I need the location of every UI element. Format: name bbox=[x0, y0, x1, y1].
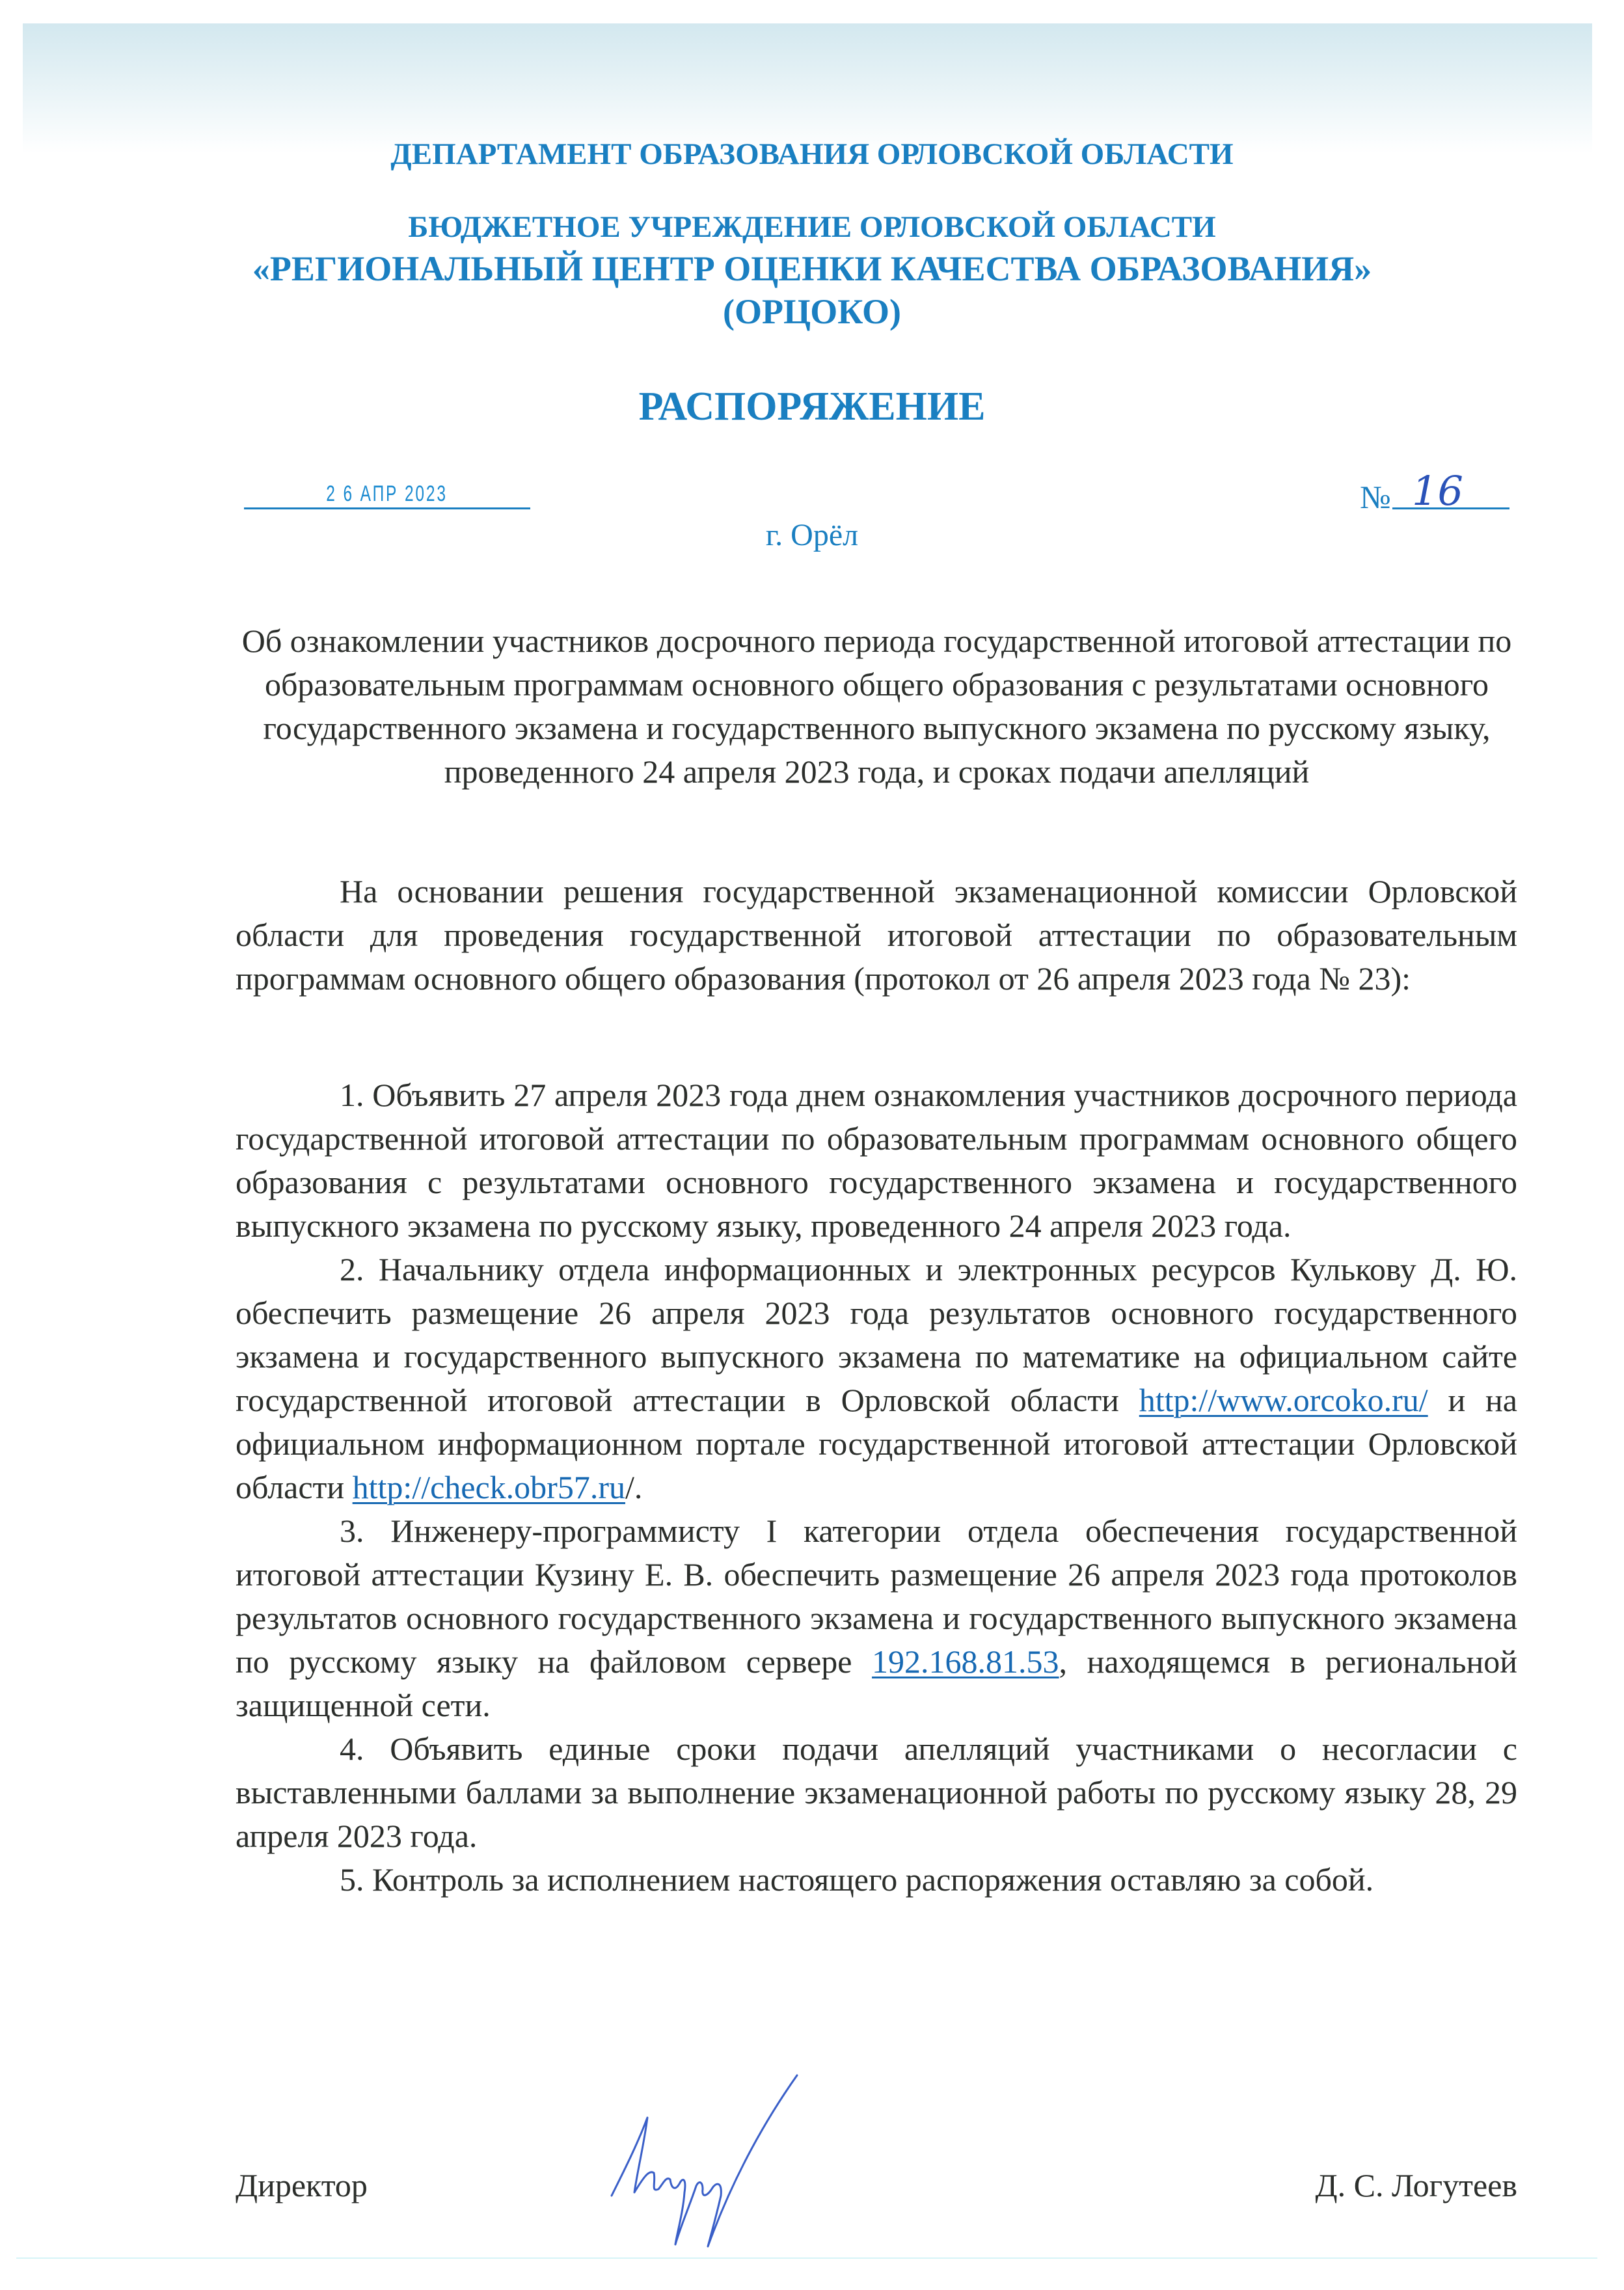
city-label: г. Орёл bbox=[765, 518, 859, 552]
institution-abbreviation: (ОРЦОКО) bbox=[722, 292, 902, 331]
signatory-name: Д. С. Логутеев bbox=[1315, 2167, 1517, 2203]
item3-text-1: 3. Инженеру-программисту I категории отдела обеспечения государственной итоговой аттестации Кузину Е. В. обеспечить размещение 26 апреля 2023 года протоколов результатов основного государственного экзамена и государственного выпускного экзамена по русскому языку на файловом сервере bbox=[236, 1513, 1517, 1680]
file-server-link[interactable]: 192.168.81.53 bbox=[872, 1643, 1059, 1680]
number-label: № bbox=[1360, 479, 1391, 515]
department-name: ДЕПАРТАМЕНТ ОБРАЗОВАНИЯ ОРЛОВСКОЙ ОБЛАСТИ bbox=[390, 137, 1234, 171]
order-item-4: 4. Объявить единые сроки подачи апелляций участниками о несогласии с выставленными баллами за выполнение экзаменационной работы по русскому языку 28, 29 апреля 2023 года. bbox=[236, 1731, 1517, 1854]
date-field bbox=[244, 481, 530, 509]
orcoko-link[interactable]: http://www.orcoko.ru/ bbox=[1139, 1382, 1428, 1418]
document-number-handwritten: 16 bbox=[1412, 467, 1463, 515]
institution-line-1: БЮДЖЕТНОЕ УЧРЕЖДЕНИЕ ОРЛОВСКОЙ ОБЛАСТИ bbox=[408, 210, 1216, 244]
order-item-3 bbox=[236, 1509, 1517, 1727]
item2-text-3: /. bbox=[625, 1469, 643, 1505]
institution-line-2: «РЕГИОНАЛЬНЫЙ ЦЕНТР ОЦЕНКИ КАЧЕСТВА ОБРАЗОВАНИЯ» bbox=[252, 249, 1372, 288]
date-stamp: 2 6 АПР 2023 bbox=[326, 481, 448, 506]
item2-text-1: 2. Начальнику отдела информационных и электронных ресурсов Кулькову Д. Ю. обеспечить размещение 26 апреля 2023 года результатов основного государственного экзамена и государственного выпускного экзамена по математике на официальном сайте государственной итоговой аттестации в Орловской области bbox=[236, 1251, 1517, 1418]
document-title: Об ознакомлении участников досрочного периода государственной итоговой аттестации по образовательным программам основного общего образования с результатами основного государственного экзамена и государственного выпускного экзамена по русскому языку, проведенного 24 апреля 2023 года, и сроках подачи апелляций bbox=[241, 623, 1512, 790]
order-item-2 bbox=[236, 1248, 1517, 1509]
order-item-1: 1. Объявить 27 апреля 2023 года днем ознакомления участников досрочного периода государственной итоговой аттестации по образовательным программам основного общего образования с результатами основного государственного экзамена и государственного выпускного экзамена по русскому языку, проведенного 24 апреля 2023 года. bbox=[236, 1077, 1517, 1244]
item2-text-2: и на официальном информационном портале государственной итоговой аттестации Орловской области bbox=[236, 1382, 1517, 1505]
document-type-heading: РАСПОРЯЖЕНИЕ bbox=[638, 384, 986, 429]
order-item-5: 5. Контроль за исполнением настоящего распоряжения оставляю за собой. bbox=[340, 1861, 1374, 1898]
scan-top-band bbox=[23, 23, 1592, 154]
item3-text-2: , находящемся в региональной защищенной сети. bbox=[236, 1643, 1517, 1723]
intro-text: На основании решения государственной экзаменационной комиссии Орловской области для проведения государственной итоговой аттестации по образовательным программам основного общего образования (протокол от 26 апреля 2023 года № 23): bbox=[236, 873, 1517, 997]
check-obr57-link[interactable]: http://check.obr57.ru bbox=[352, 1469, 625, 1505]
order-items bbox=[236, 1073, 1517, 1902]
signatory-position: Директор bbox=[236, 2167, 368, 2203]
intro-paragraph bbox=[236, 870, 1517, 1001]
handwritten-signature-icon bbox=[599, 2072, 813, 2261]
